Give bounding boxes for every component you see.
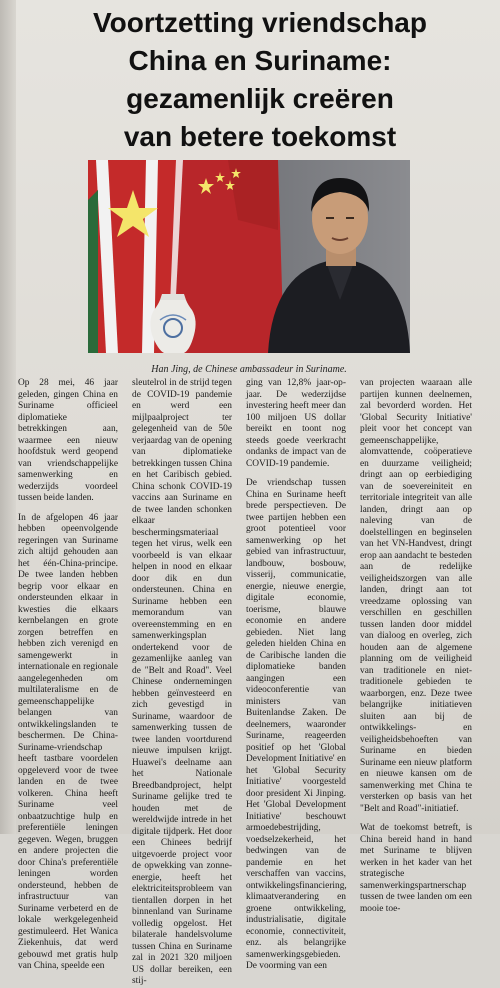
headline-line-1: Voortzetting vriendschap (93, 7, 427, 38)
paragraph: ging van 12,8% jaar-op-jaar. De wederzijdse investering heeft meer dan 100 miljoen US dollar bereikt en toont nog steeds goede veerkracht ondanks de impact van de COVID-19 pandemie. (246, 378, 346, 469)
headline-line-3: gezamenlijk creëren (126, 83, 394, 114)
photo-illustration (88, 160, 410, 353)
article-column-4 (360, 378, 472, 914)
paragraph: Op 28 mei, 46 jaar geleden, gingen China en Suriname officieel diplomatieke betrekkingen aan, waarmee een nieuw hoofdstuk werd geopend van vriendschappelijke samenwerking en wederzijds voordeel tussen beide landen. (18, 378, 118, 503)
headline (40, 4, 480, 156)
headline-line-4: van betere toekomst (123, 121, 397, 152)
article-column-1 (18, 378, 118, 971)
ambassador-photo (88, 160, 410, 353)
article-column-2 (132, 378, 232, 986)
paragraph: De vriendschap tussen China en Suriname heeft brede perspectieven. De twee partijen hebben een groot potentieel voor samenwerking op het gebied van infrastructuur, landbouw, bosbouw, visserij, communicatie, energie, nieuwe energie, digitale economie, toerisme, blauwe economie en andere gebieden. Niet lang geleden hielden China en de Caribische landen die diplomatieke banden aangingen een videoconferentie van ministers van Buitenlandse Zaken. De deelnemers, waaronder Suriname, reageerden positief op het 'Global Development Initiative' en het 'Global Security Initiative' voorgesteld door president Xi Jinping. Het 'Global Development Initiative' beschouwt armoedebestrijding, voedselzekerheid, het bedwingen van de pandemie en het verschaffen van vaccins, ontwikkelingsfinanciering, klimaatverandering en groene ontwikkeling, industrialisatie, digitale economie, connectiviteit, enz. als belangrijke samenwerkingsgebieden. De voorming van een (246, 478, 347, 971)
paragraph: Wat de toekomst betreft, is China bereid hand in hand met Suriname te blijven werken in het kader van het strategische samenwerkingspartnerschap tussen de twee landen om een mooie toe- (360, 823, 472, 914)
headline-line-2: China en Suriname: (128, 45, 392, 76)
photo-caption: Han Jing, de Chinese ambassadeur in Suriname. (151, 364, 347, 375)
article-column-3 (246, 378, 347, 971)
page-fold (0, 0, 16, 834)
paragraph: van projecten waaraan alle partijen kunnen deelnemen, zal bevorderd worden. Het 'Global Security Initiative' pleit voor het concept van gemeenschappelijke, alomvattende, coöperatieve en duurzame veiligheid; dringt aan op eerbiediging van de soevereiniteit en territoriale integriteit van alle landen, dringt aan op naleving van de doelstellingen en beginselen van het VN-Handvest, dringt erop aan aandacht te besteden aan de redelijke veiligheidszorgen van alle landen, dringt aan tot vreedzame oplossing van verschillen en geschillen tussen landen door middel van dialoog en overleg, zich houden aan de algemene planning om de veiligheid van traditionele en niet-traditionele gebieden te waarborgen, enz. Deze twee belangrijke initiatieven sluiten aan bij de ontwikkelings- en veiligheidsbehoeften van Suriname en bieden Suriname een nieuw platform en nieuwe kansen om de samenwerking met China te versterken op basis van het "Belt and Road"-initiatief. (360, 378, 472, 814)
paragraph: In de afgelopen 46 jaar hebben opeenvolgende regeringen van Suriname zich altijd gehouden aan het één-China-principe. De twee landen hebben begrip voor elkaar en ondersteunden elkaar in kwesties die elkaars kernbelangen en grote zorgen betreffen en hebben zich verenigd en samengewerkt in internationale en regionale aangelegenheden om multilateralisme en de gemeenschappelijke belangen van ontwikkelingslanden te beschermen. De China-Suriname-vriendschap heeft tastbare voordelen opgeleverd voor de twee landen en de twee volkeren. China heeft Suriname veel onbaatzuchtige hulp en preferentiële leningen gegeven. Wegen, bruggen en andere projecten die door China's preferentiële leningen worden ondersteund, hebben de infrastructuur van Suriname verbeterd en de lokale werkgelegenheid gestimuleerd. Het Wanica Ziekenhuis, dat werd gebouwd met gratis hulp van China, speelde een (18, 512, 118, 971)
paragraph: sleutelrol in de strijd tegen de COVID-19 pandemie en werd een mijlpaalproject ter gelegenheid van de 50e verjaardag van de opening van diplomatieke betrekkingen tussen China en het Caribisch gebied. China schonk COVID-19 vaccins aan Suriname en de twee landen schonken elkaar beschermingsmateriaal tegen het virus, welk een voorbeeld is van elkaar helpen in nood en elkaar door dik en dun ondersteunen. China en Suriname hebben een memorandum van overeenstemming en en samenwerkingsplan ondertekend voor de gezamenlijke aanleg van de "Belt and Road". Veel Chinese ondernemingen hebben geïnvesteerd en zich gevestigd in Suriname, waardoor de samenwerking tussen de twee landen voortdurend nieuwe impulsen krijgt. Huawei's deelname aan het Nationale Breedbandproject, helpt Suriname gelijke tred te houden met de wereldwijde intrede in het digitale tijdperk. Het door een Chinees bedrijf uitgevoerde project voor de opwekking van zonne-energie, heeft het elektriciteitsprobleem van tientallen dorpen in het binnenland van Suriname volledig opgelost. Het bilaterale handelsvolume tussen China en Suriname zal in 2021 320 miljoen US dollar bereiken, een stij- (132, 378, 232, 986)
